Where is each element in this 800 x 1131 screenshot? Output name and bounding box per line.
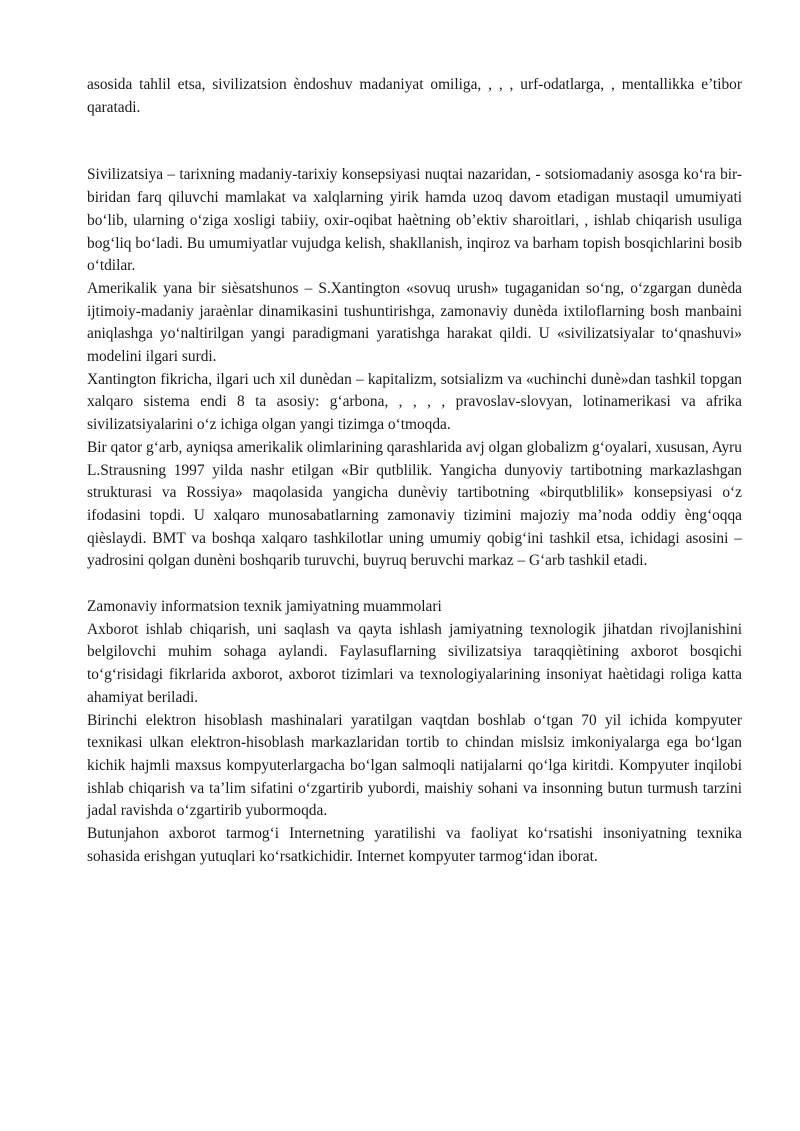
- paragraph-civilization-definition: Sivilizatsiya – tarixning madaniy-tarixiy konsepsiyasi nuqtai nazaridan, - sotsiomadaniy asosga ko‘ra bir-biridan farq qiluvchi mamlakat va xalqlarning yirik hamda uzoq davom etadigan mustaqil umumiyati bo‘lib, ularning o‘ziga xosligi tabiiy, oxir-oqibat haètning ob’ektiv sharoitlari, , ishlab chiqarish usuliga bog‘liq bo‘ladi. Bu umumiyatlar vujudga kelish, shakllanish, inqiroz va barham topish bosqichlarini bosib o‘tdilar.: [87, 166, 742, 275]
- section-spacer: [87, 119, 742, 164]
- paragraph-internet: Butunjahon axborot tarmog‘i Internetning yaratilishi va faoliyat ko‘rsatishi insoniyatning texnika sohasida erishgan yutuqlari ko‘rsatkichidir. Internet kompyuter tarmog‘idan iborat.: [87, 825, 742, 865]
- section-heading: Zamonaviy informatsion texnik jamiyatning muammolari: [87, 598, 442, 616]
- paragraph-huntington-view: Xantington fikricha, ilgari uch xil dunèdan – kapitalizm, sotsializm va «uchinchi dunè»dan tashkil topgan xalqaro sistema endi 8 ta asosiy: g‘arbona, , , , , pravoslav-slovyan, lotinamerikasi va afrika sivilizatsiyalarini o‘z ichiga olgan yangi tizimga o‘tmoqda.: [87, 370, 742, 434]
- paragraph-intro: asosida tahlil etsa, sivilizatsion èndoshuv madaniyat omiliga, , , , urf-odatlarga, , mentallikka e’tibor qaratadi.: [87, 76, 742, 116]
- document-page: [87, 74, 742, 869]
- paragraph-information: Axborot ishlab chiqarish, uni saqlash va qayta ishlash jamiyatning texnologik jihatdan rivojlanishini belgilovchi muhim sohaga aylandi. Faylasuflarning sivilizatsiya taraqqiètining axborot bosqichi to‘g‘risidagi fikrlarida axborot, axborot tizimlari va texnologiyalarining insoniyat haètidagi roliga katta ahamiyat beriladi.: [87, 620, 742, 706]
- paragraph-globalism: Bir qator g‘arb, ayniqsa amerikalik olimlarining qarashlarida avj olgan globalizm g‘oyalari, xususan, Ayru L.Strausning 1997 yilda nashr etilgan «Bir qutblilik. Yangicha dunyoviy tartibotning markazlashgan strukturasi va Rossiya» maqolasida yangicha dunèviy tartibotning «birqutblilik» konsepsiyasi o‘z ifodasini topdi. U xalqaro munosabatlarning zamonaviy tizimini majoziy ma’noda oddiy èng‘oqqa qièslaydi. BMT va boshqa xalqaro tashkilotlar uning umumiy qobig‘ini tashkil etsa, ichidagi asosini – yadrosini qolgan dunèni boshqarib turuvchi, buyruq beruvchi markaz – G‘arb tashkil etadi.: [87, 438, 742, 570]
- paragraph-huntington: Amerikalik yana bir sièsatshunos – S.Xantington «sovuq urush» tugaganidan so‘ng, o‘zgargan dunèda ijtimoiy-madaniy jaraènlar dinamikasini tushuntirishga, zamonaviy dunèda ixtiloflarning bosh manbaini aniqlashga yo‘naltirilgan yangi paradigmani yaratishga harakat qildi. U «sivilizatsiyalar to‘qnashuvi» modelini ilgari surdi.: [87, 279, 742, 366]
- section-spacer: [87, 573, 742, 596]
- paragraph-computers: Birinchi elektron hisoblash mashinalari yaratilgan vaqtdan boshlab o‘tgan 70 yil ichida kompyuter texnikasi ulkan elektron-hisoblash markazlaridan tortib to chindan mislsiz imkoniyalarga ega bo‘lgan kichik hajmli maxsus kompyuterlargacha bo‘lgan salmoqli natijalarni qo‘lga kiritdi. Kompyuter inqilobi ishlab chiqarish va ta’lim sifatini o‘zgartirib yubordi, maishiy sohani va insonning butun turmush tarzini jadal ravishda o‘zgartirib yubormoqda.: [87, 711, 742, 820]
